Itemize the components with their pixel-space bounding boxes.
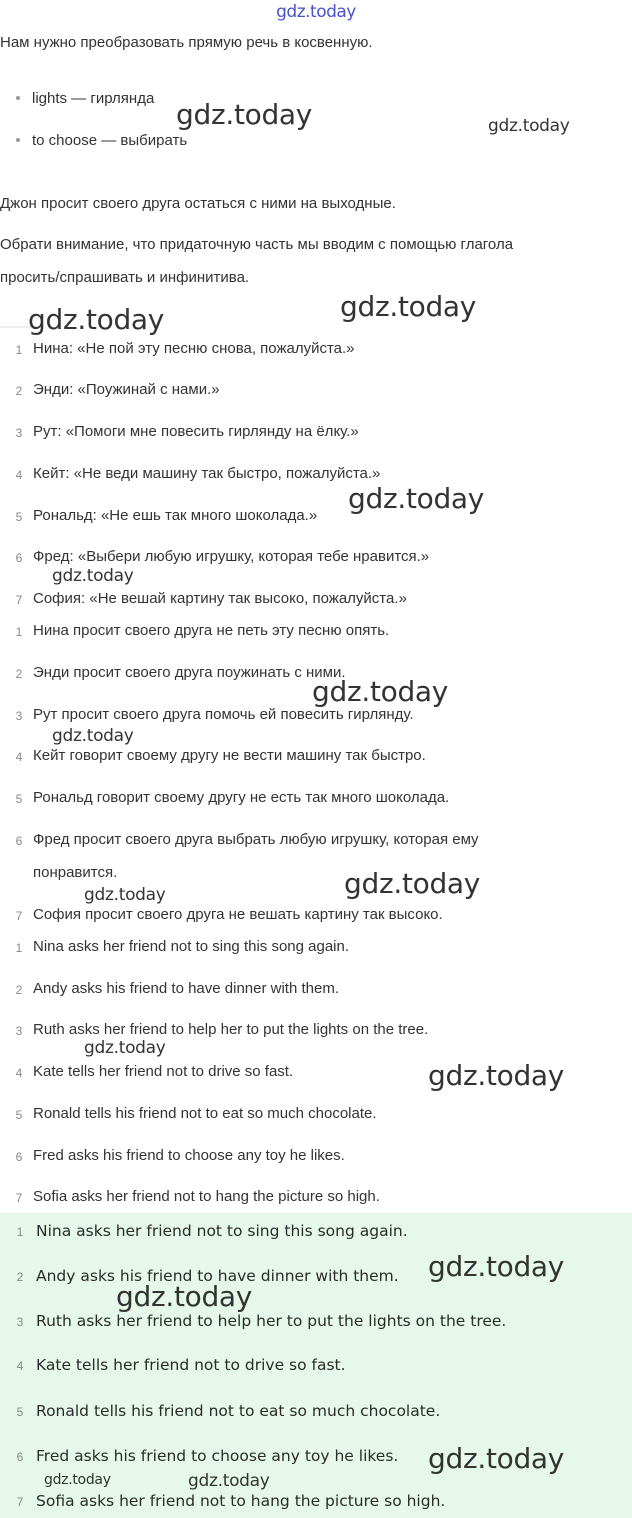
item-text: Фред: «Выбери любую игрушку, которая тебе нравится.» — [33, 548, 430, 565]
watermark: gdz.today — [188, 1471, 270, 1491]
item-text: Фред просит своего друга выбрать любую игрушку, которая ему — [33, 831, 479, 848]
watermark: gdz.today — [428, 1059, 565, 1092]
reported-ru-item — [0, 789, 632, 809]
reported-ru-item — [0, 706, 632, 726]
item-number: 5 — [15, 1108, 23, 1122]
item-number: 1 — [15, 343, 23, 357]
item-text: Кейт говорит своему другу не вести машину так быстро. — [33, 747, 426, 764]
answer-item — [0, 1492, 632, 1512]
direct-speech-item — [0, 381, 632, 401]
watermark: gdz.today — [428, 1250, 565, 1283]
item-text: Sofia asks her friend not to hang the picture so high. — [33, 1188, 380, 1205]
item-number: 7 — [15, 1191, 23, 1205]
direct-speech-item — [0, 340, 632, 360]
direct-speech-item — [0, 423, 632, 443]
item-text: София просит своего друга не вешать картину так высоко. — [33, 906, 443, 923]
item-number: 5 — [15, 510, 23, 524]
reported-en-item — [0, 1147, 632, 1167]
reported-ru-item-continuation — [0, 864, 632, 884]
watermark: gdz.today — [312, 675, 449, 708]
item-text: Энди просит своего друга поужинать с ними. — [33, 664, 346, 681]
bullet-icon — [16, 96, 20, 100]
item-text: Andy asks his friend to have dinner with them. — [36, 1267, 399, 1285]
reported-en-item — [0, 980, 632, 1000]
watermark: gdz.today — [340, 290, 477, 323]
watermark: gdz.today — [44, 1472, 111, 1488]
item-text: Рональд: «Не ешь так много шоколада.» — [33, 507, 318, 524]
instruction-text: Нам нужно преобразовать прямую речь в косвенную. — [0, 34, 373, 51]
item-text: Ruth asks her friend to help her to put the lights on the tree. — [33, 1021, 429, 1038]
watermark: gdz.today — [84, 885, 166, 905]
item-text: Ruth asks her friend to help her to put the lights on the tree. — [36, 1312, 507, 1330]
vocab-item: to choose — выбирать — [16, 132, 187, 149]
item-number: 4 — [16, 1359, 24, 1373]
item-number: 4 — [15, 1066, 23, 1080]
answer-item — [0, 1312, 632, 1332]
item-number: 2 — [15, 384, 23, 398]
item-text: Ronald tells his friend not to eat so much chocolate. — [36, 1402, 441, 1420]
watermark: gdz.today — [176, 98, 313, 131]
answer-item — [0, 1402, 632, 1422]
item-text: Sofia asks her friend not to hang the picture so high. — [36, 1492, 446, 1510]
item-number: 4 — [15, 750, 23, 764]
reported-ru-item — [0, 831, 632, 851]
watermark: gdz.today — [52, 726, 134, 746]
item-text: Kate tells her friend not to drive so fast. — [33, 1063, 294, 1080]
item-number: 1 — [15, 625, 23, 639]
answer-item — [0, 1222, 632, 1242]
item-text: Nina asks her friend not to sing this song again. — [36, 1222, 408, 1240]
watermark: gdz.today — [52, 566, 134, 586]
item-text: Fred asks his friend to choose any toy he likes. — [36, 1447, 399, 1465]
item-number: 5 — [15, 792, 23, 806]
watermark: gdz.today — [116, 1280, 253, 1313]
item-text: Кейт: «Не веди машину так быстро, пожалуйста.» — [33, 465, 381, 482]
watermark: gdz.today — [428, 1442, 565, 1475]
note-text: Обрати внимание, что придаточную часть мы вводим с помощью глагола — [0, 236, 514, 253]
item-text: София: «Не вешай картину так высоко, пожалуйста.» — [33, 590, 407, 607]
item-text: Nina asks her friend not to sing this song again. — [33, 938, 350, 955]
direct-speech-item — [0, 548, 632, 568]
item-number: 3 — [15, 1024, 23, 1038]
item-number: 1 — [15, 941, 23, 955]
item-number: 5 — [16, 1405, 24, 1419]
reported-en-item — [0, 1105, 632, 1125]
site-logo[interactable]: gdz.today — [276, 2, 356, 22]
item-text: Andy asks his friend to have dinner with them. — [33, 980, 339, 997]
item-text: Ronald tells his friend not to eat so much chocolate. — [33, 1105, 377, 1122]
item-text: Рональд говорит своему другу не есть так много шоколада. — [33, 789, 450, 806]
item-number: 6 — [15, 551, 23, 565]
item-text: Рут: «Помоги мне повесить гирлянду на ёлку.» — [33, 423, 359, 440]
reported-en-item — [0, 938, 632, 958]
item-number: 6 — [16, 1450, 24, 1464]
item-number: 1 — [16, 1225, 24, 1239]
item-text: Нина просит своего друга не петь эту песню опять. — [33, 622, 390, 639]
item-number: 7 — [16, 1495, 24, 1509]
item-number: 2 — [16, 1270, 24, 1284]
item-number: 2 — [15, 667, 23, 681]
item-number: 3 — [16, 1315, 24, 1329]
item-text: понравится. — [33, 864, 118, 881]
item-number: 7 — [15, 593, 23, 607]
item-text: Fred asks his friend to choose any toy he likes. — [33, 1147, 345, 1164]
item-number: 4 — [15, 468, 23, 482]
watermark: gdz.today — [488, 116, 570, 136]
watermark: gdz.today — [28, 303, 165, 336]
answer-item — [0, 1356, 632, 1376]
direct-speech-item — [0, 465, 632, 485]
bullet-icon — [16, 138, 20, 142]
item-number: 2 — [15, 983, 23, 997]
reported-ru-item — [0, 906, 632, 926]
reported-ru-item — [0, 747, 632, 767]
direct-speech-item — [0, 590, 632, 610]
item-number: 6 — [15, 834, 23, 848]
item-text: Нина: «Не пой эту песню снова, пожалуйста.» — [33, 340, 355, 357]
item-number: 3 — [15, 426, 23, 440]
item-number: 7 — [15, 909, 23, 923]
watermark: gdz.today — [84, 1038, 166, 1058]
item-number: 6 — [15, 1150, 23, 1164]
note-text: просить/спрашивать и инфинитива. — [0, 269, 250, 286]
reported-ru-item — [0, 622, 632, 642]
reported-en-item — [0, 1188, 632, 1208]
item-text: Kate tells her friend not to drive so fast. — [36, 1356, 346, 1374]
item-text: Энди: «Поужинай с нами.» — [33, 381, 220, 398]
direct-speech-item — [0, 507, 632, 527]
item-number: 3 — [15, 709, 23, 723]
watermark: gdz.today — [344, 867, 481, 900]
watermark: gdz.today — [348, 482, 485, 515]
vocab-item: lights — гирлянда — [16, 90, 154, 107]
context-text: Джон просит своего друга остаться с ними на выходные. — [0, 195, 396, 212]
item-text: Рут просит своего друга помочь ей повесить гирлянду. — [33, 706, 414, 723]
